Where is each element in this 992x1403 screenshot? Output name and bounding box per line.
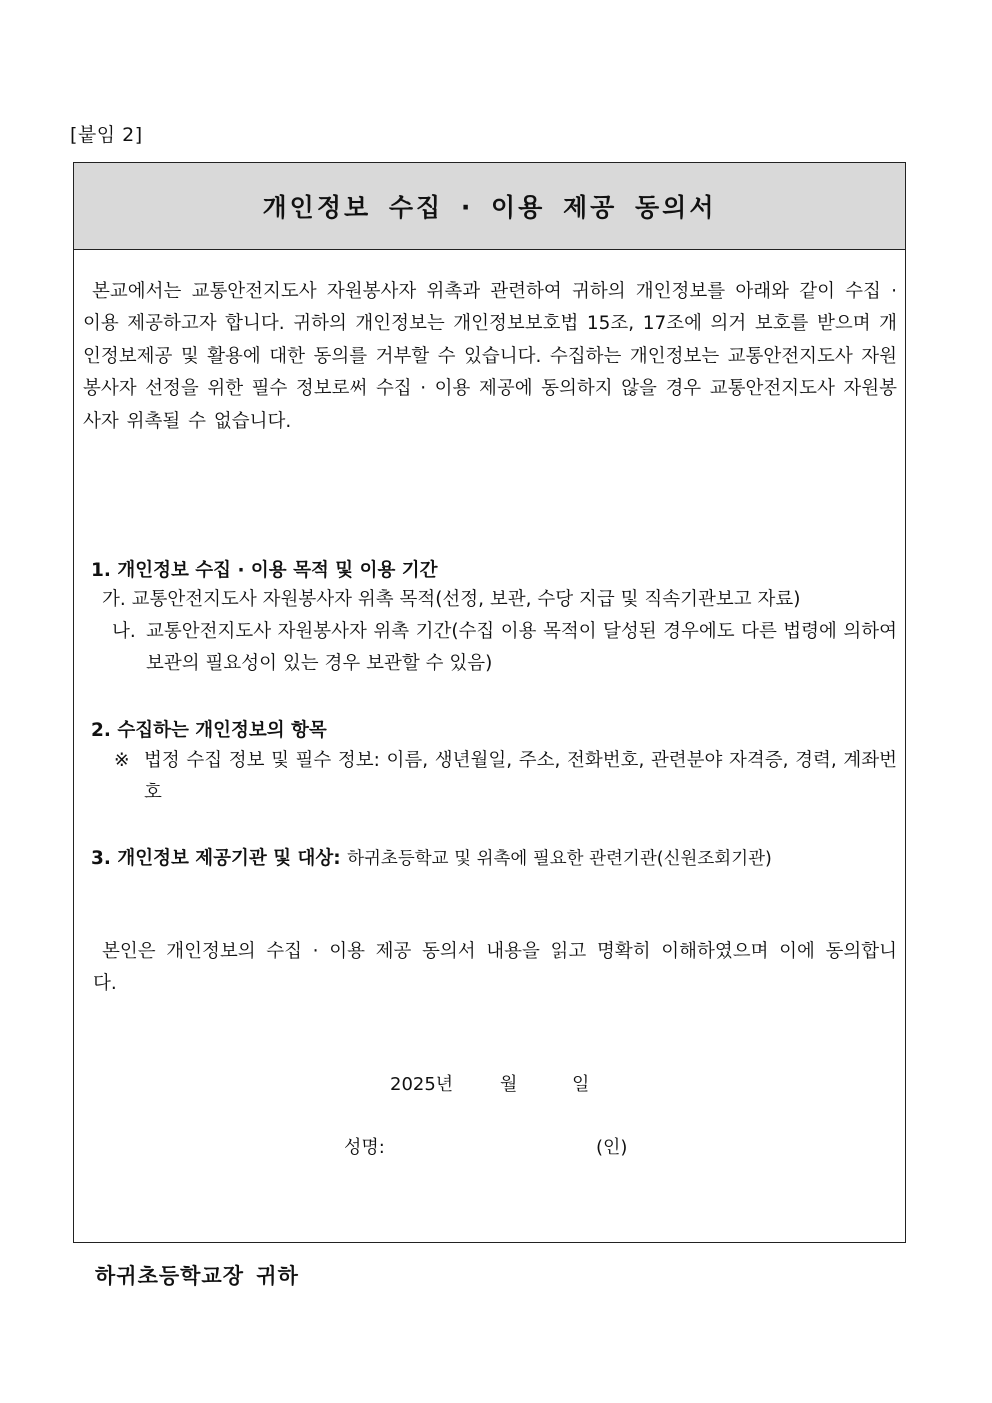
section-1-item-b-text: 교통안전지도사 자원봉사자 위촉 기간(수집 이용 목적이 달성된 경우에도 다른 법령에 의하여 보관의 필요성이 있는 경우 보관할 수 있음) bbox=[146, 621, 897, 674]
section-1-item-a: 가. 교통안전지도사 자원봉사자 위촉 목적(선정, 보관, 수당 지급 및 직속기관보고 자료) bbox=[102, 589, 801, 610]
section-2-heading: 2. 수집하는 개인정보의 항목 bbox=[91, 720, 327, 741]
section-1-item-b-marker: 나. bbox=[112, 621, 136, 642]
section-1-item-b bbox=[112, 616, 897, 680]
name-label: 성명: bbox=[344, 1137, 385, 1158]
form-title: 개인정보 수집 · 이용 제공 동의서 bbox=[74, 163, 905, 250]
seal-mark: (인) bbox=[596, 1137, 628, 1158]
section-3-label: 3. 개인정보 제공기관 및 대상: bbox=[91, 848, 341, 869]
date-day: 일 bbox=[572, 1074, 590, 1095]
date-year: 2025년 bbox=[390, 1074, 454, 1095]
form-content bbox=[74, 250, 905, 1288]
attachment-label: [붙임 2] bbox=[70, 124, 143, 146]
addressee: 하귀초등학교장 귀하 bbox=[95, 1264, 299, 1288]
section-2-note-text: 법정 수집 정보 및 필수 정보: 이름, 생년월일, 주소, 전화번호, 관련분야 자격증, 경력, 계좌번호 bbox=[144, 750, 897, 803]
intro-paragraph: 본교에서는 교통안전지도사 자원봉사자 위촉과 관련하여 귀하의 개인정보를 아래와 같이 수집 · 이용 제공하고자 합니다. 귀하의 개인정보는 개인정보보호법 15조, 17조에 의거 보호를 받으며 개인정보제공 및 활용에 대한 동의를 거부할 수 있습니다. 수집하는 개인정보는 교통안전지도사 자원봉사자 선정을 위한 필수 정보로써 수집 · 이용 제공에 동의하지 않을 경우 교통안전지도사 자원봉사자 위촉될 수 없습니다. bbox=[83, 281, 897, 432]
section-2-note bbox=[114, 745, 897, 809]
section-3-heading bbox=[91, 844, 772, 870]
consent-form bbox=[73, 162, 906, 1288]
date-month: 월 bbox=[500, 1074, 518, 1095]
note-marker: ※ bbox=[114, 750, 130, 771]
agreement-statement: 본인은 개인정보의 수집 · 이용 제공 동의서 내용을 읽고 명확히 이해하였으며 이에 동의합니다. bbox=[93, 941, 897, 994]
section-1-heading: 1. 개인정보 수집 · 이용 목적 및 이용 기간 bbox=[91, 560, 438, 581]
section-3-detail: 하귀초등학교 및 위촉에 필요한 관련기관(신원조회기관) bbox=[347, 849, 772, 869]
